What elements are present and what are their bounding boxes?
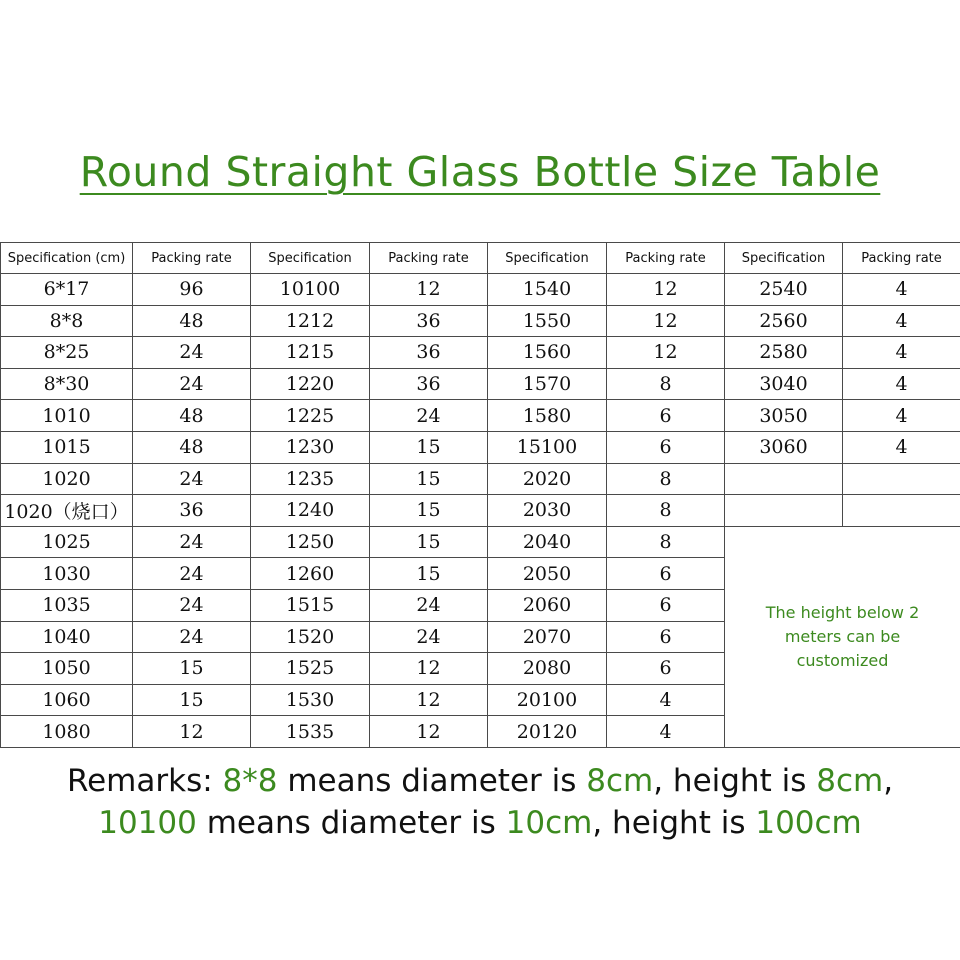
specification-cell: 1260 — [251, 558, 370, 590]
packing-rate-cell: 36 — [370, 337, 488, 369]
packing-rate-cell: 4 — [843, 400, 960, 432]
specification-cell: 1015 — [1, 431, 133, 463]
specification-cell: 1040 — [1, 621, 133, 653]
column-header: Specification — [251, 243, 370, 274]
remarks-highlight: 8cm — [816, 763, 884, 799]
specification-cell: 1215 — [251, 337, 370, 369]
specification-cell: 20100 — [488, 684, 607, 716]
specification-cell: 2050 — [488, 558, 607, 590]
packing-rate-cell: 36 — [370, 305, 488, 337]
empty-cell — [725, 463, 843, 495]
packing-rate-cell: 15 — [370, 526, 488, 558]
packing-rate-cell: 6 — [607, 558, 725, 590]
column-header: Specification (cm) — [1, 243, 133, 274]
packing-rate-cell: 6 — [607, 589, 725, 621]
packing-rate-cell: 15 — [133, 684, 251, 716]
table-row — [1, 400, 960, 432]
remarks-text: , height is — [592, 805, 756, 841]
custom-height-note: The height below 2 meters can be customized — [725, 526, 960, 747]
column-header: Specification — [488, 243, 607, 274]
packing-rate-cell: 8 — [607, 526, 725, 558]
specification-cell: 1240 — [251, 495, 370, 527]
table-row — [1, 495, 960, 527]
specification-cell: 1530 — [251, 684, 370, 716]
page-title-text: Round Straight Glass Bottle Size Table — [79, 148, 881, 196]
packing-rate-cell: 6 — [607, 653, 725, 685]
packing-rate-cell: 48 — [133, 431, 251, 463]
packing-rate-cell: 24 — [133, 368, 251, 400]
specification-cell: 3050 — [725, 400, 843, 432]
packing-rate-cell: 24 — [133, 463, 251, 495]
page-title — [0, 142, 960, 202]
specification-cell: 8*25 — [1, 337, 133, 369]
packing-rate-cell: 24 — [133, 589, 251, 621]
remarks-text: means diameter is — [277, 763, 587, 799]
table-row — [1, 526, 960, 558]
packing-rate-cell: 8 — [607, 495, 725, 527]
specification-cell: 2030 — [488, 495, 607, 527]
packing-rate-cell: 12 — [370, 716, 488, 748]
specification-cell: 10100 — [251, 274, 370, 306]
specification-cell: 2560 — [725, 305, 843, 337]
specification-cell: 1525 — [251, 653, 370, 685]
specification-cell: 1010 — [1, 400, 133, 432]
packing-rate-cell: 15 — [370, 558, 488, 590]
specification-cell: 1515 — [251, 589, 370, 621]
packing-rate-cell: 8 — [607, 463, 725, 495]
packing-rate-cell: 96 — [133, 274, 251, 306]
specification-cell: 3040 — [725, 368, 843, 400]
specification-cell: 1025 — [1, 526, 133, 558]
packing-rate-cell: 24 — [133, 526, 251, 558]
remarks-highlight: 8cm — [586, 763, 654, 799]
remarks-text: means diameter is — [196, 805, 506, 841]
specification-cell: 3060 — [725, 431, 843, 463]
specification-cell: 1235 — [251, 463, 370, 495]
remarks-line-2 — [0, 802, 960, 844]
packing-rate-cell: 4 — [843, 305, 960, 337]
specification-cell: 8*8 — [1, 305, 133, 337]
specification-cell: 1020 — [1, 463, 133, 495]
remarks-highlight: 10100 — [98, 805, 197, 841]
size-table — [0, 242, 960, 748]
packing-rate-cell: 12 — [133, 716, 251, 748]
packing-rate-cell: 24 — [133, 337, 251, 369]
remarks — [0, 760, 960, 844]
specification-cell: 2070 — [488, 621, 607, 653]
specification-cell: 1540 — [488, 274, 607, 306]
packing-rate-cell: 24 — [370, 621, 488, 653]
remarks-highlight: 8*8 — [222, 763, 278, 799]
table-row — [1, 337, 960, 369]
table-row — [1, 431, 960, 463]
column-header: Specification — [725, 243, 843, 274]
packing-rate-cell: 4 — [843, 431, 960, 463]
specification-cell: 1225 — [251, 400, 370, 432]
packing-rate-cell: 12 — [370, 684, 488, 716]
specification-cell: 1050 — [1, 653, 133, 685]
packing-rate-cell: 6 — [607, 621, 725, 653]
specification-cell: 2040 — [488, 526, 607, 558]
specification-cell: 1560 — [488, 337, 607, 369]
column-header: Packing rate — [607, 243, 725, 274]
packing-rate-cell: 12 — [370, 274, 488, 306]
specification-cell: 1570 — [488, 368, 607, 400]
packing-rate-cell: 4 — [607, 716, 725, 748]
specification-cell: 1030 — [1, 558, 133, 590]
packing-rate-cell: 4 — [843, 337, 960, 369]
specification-cell: 1060 — [1, 684, 133, 716]
packing-rate-cell: 4 — [843, 274, 960, 306]
packing-rate-cell: 15 — [370, 495, 488, 527]
specification-cell: 1212 — [251, 305, 370, 337]
remarks-text: , — [883, 763, 894, 799]
remarks-text: Remarks: — [66, 763, 223, 799]
packing-rate-cell: 12 — [607, 337, 725, 369]
packing-rate-cell: 8 — [607, 368, 725, 400]
packing-rate-cell: 4 — [607, 684, 725, 716]
specification-cell: 6*17 — [1, 274, 133, 306]
column-header: Packing rate — [370, 243, 488, 274]
table-row — [1, 368, 960, 400]
specification-cell: 1580 — [488, 400, 607, 432]
specification-cell: 1230 — [251, 431, 370, 463]
column-header: Packing rate — [843, 243, 960, 274]
packing-rate-cell: 12 — [370, 653, 488, 685]
table-body — [1, 274, 960, 748]
specification-cell: 1035 — [1, 589, 133, 621]
packing-rate-cell: 12 — [607, 274, 725, 306]
specification-cell: 1250 — [251, 526, 370, 558]
packing-rate-cell: 48 — [133, 400, 251, 432]
packing-rate-cell: 24 — [370, 400, 488, 432]
packing-rate-cell: 24 — [370, 589, 488, 621]
empty-cell — [725, 495, 843, 527]
packing-rate-cell: 15 — [133, 653, 251, 685]
table-row — [1, 274, 960, 306]
packing-rate-cell: 6 — [607, 431, 725, 463]
remarks-line-1 — [0, 760, 960, 802]
packing-rate-cell: 12 — [607, 305, 725, 337]
remarks-highlight: 10cm — [505, 805, 593, 841]
empty-cell — [843, 495, 960, 527]
header-row — [1, 243, 960, 274]
specification-cell: 20120 — [488, 716, 607, 748]
specification-cell: 2580 — [725, 337, 843, 369]
specification-cell: 1535 — [251, 716, 370, 748]
specification-cell: 1220 — [251, 368, 370, 400]
table-row — [1, 305, 960, 337]
specification-cell: 1550 — [488, 305, 607, 337]
remarks-highlight: 100cm — [755, 805, 862, 841]
packing-rate-cell: 15 — [370, 431, 488, 463]
specification-cell: 2060 — [488, 589, 607, 621]
empty-cell — [843, 463, 960, 495]
specification-cell: 1080 — [1, 716, 133, 748]
packing-rate-cell: 6 — [607, 400, 725, 432]
specification-cell: 2540 — [725, 274, 843, 306]
specification-cell: 15100 — [488, 431, 607, 463]
column-header: Packing rate — [133, 243, 251, 274]
remarks-text: , height is — [653, 763, 817, 799]
specification-cell: 1020（烧口） — [1, 495, 133, 527]
table-row — [1, 463, 960, 495]
packing-rate-cell: 4 — [843, 368, 960, 400]
packing-rate-cell: 24 — [133, 558, 251, 590]
specification-cell: 8*30 — [1, 368, 133, 400]
specification-cell: 2020 — [488, 463, 607, 495]
specification-cell: 2080 — [488, 653, 607, 685]
packing-rate-cell: 24 — [133, 621, 251, 653]
specification-cell: 1520 — [251, 621, 370, 653]
packing-rate-cell: 15 — [370, 463, 488, 495]
packing-rate-cell: 48 — [133, 305, 251, 337]
packing-rate-cell: 36 — [370, 368, 488, 400]
packing-rate-cell: 36 — [133, 495, 251, 527]
